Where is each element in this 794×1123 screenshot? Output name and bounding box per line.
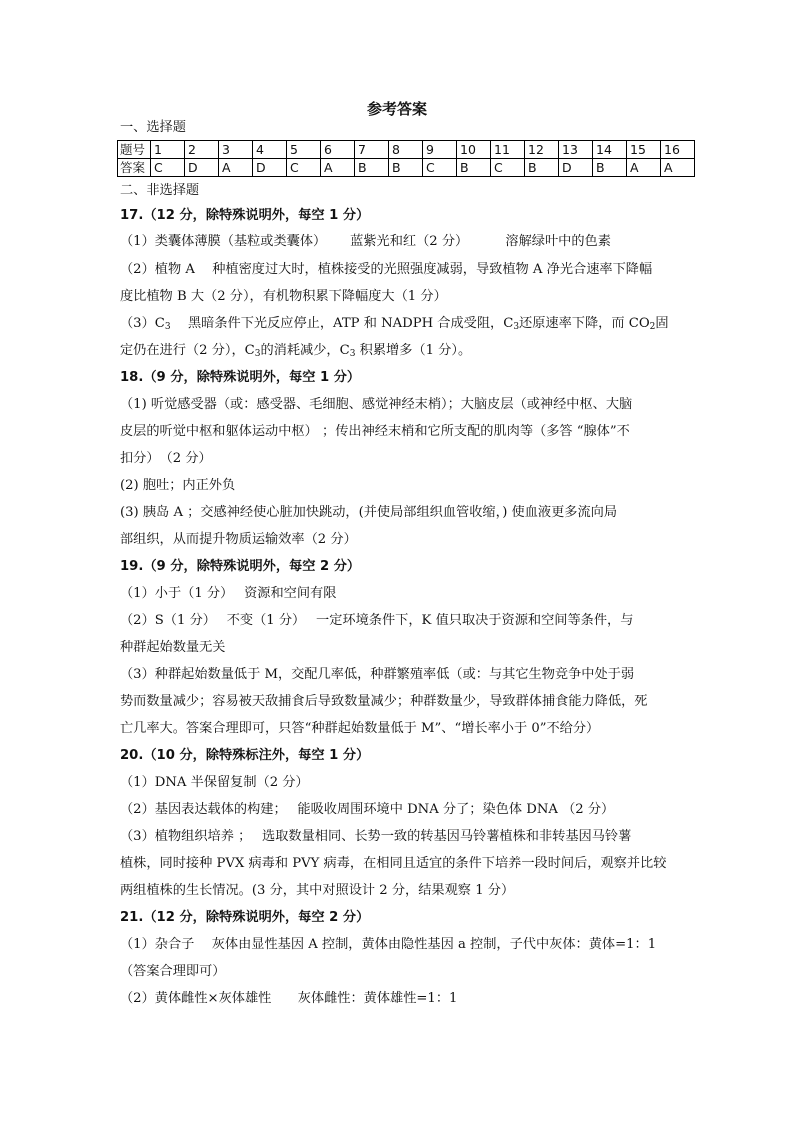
question-19-line: 亡几率大。答案合理即可，只答“种群起始数量低于 M”、“增长率小于 0”不给分） (120, 721, 600, 736)
table-cell-number: 7 (355, 141, 389, 159)
text-run: 还原速率下降，而 CO (519, 316, 650, 331)
question-18-line: 皮层的听觉中枢和躯体运动中枢） ；传出神经末梢和它所支配的肌肉等（多答 “腺体”不 (120, 424, 630, 439)
question-20-line: （2）基因表达载体的构建； 能吸收周围环境中 DNA 分了；染色体 DNA （2 分） (120, 802, 615, 817)
question-19-line: （2）S（1 分） 不变（1 分） 一定环境条件下，K 值只取决于资源和空间等条件，与 (120, 613, 634, 628)
table-cell-answer: B (389, 159, 423, 177)
question-17-line: （2）植物 A 种植密度过大时，植株接受的光照强度减弱，导致植物 A 净光合速率下降幅 (120, 262, 653, 277)
table-cell-answer: B (457, 159, 491, 177)
table-cell-answer: A (321, 159, 355, 177)
question-21-line: （答案合理即可） (120, 964, 226, 979)
table-cell-number: 10 (457, 141, 491, 159)
question-20-heading: 20.（10 分，除特殊标注外，每空 1 分） (120, 748, 370, 763)
table-cell-number: 11 (491, 141, 525, 159)
table-row-answers (118, 159, 695, 177)
subscript: 3 (254, 349, 261, 359)
question-20-line: 植株，同时接种 PVX 病毒和 PVY 病毒，在相同且适宜的条件下培养一段时间后，观察并比较 (120, 856, 667, 871)
table-cell-answer: C (491, 159, 525, 177)
table-cell-answer: A (627, 159, 661, 177)
subscript: 3 (349, 349, 356, 359)
text-run: 黑暗条件下光反应停止，ATP 和 NADPH 合成受阻，C (170, 316, 514, 331)
table-cell-answer: C (151, 159, 185, 177)
table-cell-answer: D (559, 159, 593, 177)
table-cell-answer: B (593, 159, 627, 177)
question-17-line (120, 314, 680, 337)
table-cell-number: 9 (423, 141, 457, 159)
table-row-label: 答案 (118, 159, 151, 177)
subscript: 2 (649, 322, 656, 332)
table-cell-answer: C (287, 159, 321, 177)
question-17-line (120, 341, 680, 364)
table-cell-number: 15 (627, 141, 661, 159)
table-cell-answer: A (219, 159, 253, 177)
table-cell-number: 3 (219, 141, 253, 159)
table-cell-answer: D (185, 159, 219, 177)
table-cell-number: 4 (253, 141, 287, 159)
question-17-line: 度比植物 B 大（2 分），有机物积累下降幅度大（1 分） (120, 289, 447, 304)
question-19-line: （1）小于（1 分） 资源和空间有限 (120, 586, 337, 601)
question-17-line: （1）类囊体薄膜（基粒或类囊体） 蓝紫光和红（2 分） 溶解绿叶中的色素 (120, 234, 611, 249)
question-17-heading: 17.（12 分，除特殊说明外，每空 1 分） (120, 208, 370, 223)
text-run: 固 (655, 316, 669, 331)
table-cell-number: 16 (661, 141, 695, 159)
question-18-line: (2) 胞吐；内正外负 (120, 478, 236, 493)
page-title: 参考答案 (366, 100, 427, 118)
text-run: 定仍在进行（2 分），C (120, 343, 255, 358)
section-heading-choice: 一、选择题 (120, 120, 186, 135)
table-cell-answer: D (253, 159, 287, 177)
text-run: （3）C (120, 316, 165, 331)
text-run: 积累增多（1 分）。 (355, 343, 472, 358)
question-20-line: （1）DNA 半保留复制（2 分） (120, 775, 309, 790)
table-cell-answer: A (661, 159, 695, 177)
question-18-line: （1) 听觉感受器（或：感受器、毛细胞、感觉神经末梢）；大脑皮层（或神经中枢、大脑 (120, 397, 633, 412)
question-21-line: （1）杂合子 灰体由显性基因 A 控制，黄体由隐性基因 a 控制，子代中灰体：黄体=1：1 (120, 937, 657, 952)
table-row-label: 题号 (118, 141, 151, 159)
question-19-line: （3）种群起始数量低于 M，交配几率低，种群繁殖率低（或：与其它生物竞争中处于弱 (120, 667, 635, 682)
table-cell-answer: B (355, 159, 389, 177)
question-18-line: (3) 胰岛 A ；交感神经使心脏加快跳动，(并使局部组织血管收缩，) 使血液更多流向局 (120, 505, 618, 520)
question-18-line: 部组织，从而提升物质运输效率（2 分） (120, 532, 357, 547)
table-cell-number: 5 (287, 141, 321, 159)
table-row-numbers (118, 141, 695, 159)
subscript: 3 (164, 322, 171, 332)
table-cell-number: 6 (321, 141, 355, 159)
table-cell-answer: C (423, 159, 457, 177)
question-21-line: （2）黄体雌性×灰体雄性 灰体雌性：黄体雄性=1：1 (120, 991, 458, 1006)
table-cell-number: 2 (185, 141, 219, 159)
question-20-line: （3）植物组织培养 ； 选取数量相同、长势一致的转基因马铃薯植株和非转基因马铃薯 (120, 829, 632, 844)
subscript: 3 (513, 322, 520, 332)
question-21-heading: 21.（12 分，除特殊说明外，每空 2 分） (120, 910, 370, 925)
table-cell-number: 12 (525, 141, 559, 159)
table-cell-answer: B (525, 159, 559, 177)
question-20-line: 两组植株的生长情况。(3 分，其中对照设计 2 分，结果观察 1 分） (120, 883, 515, 898)
table-cell-number: 8 (389, 141, 423, 159)
question-19-heading: 19.（9 分，除特殊说明外，每空 2 分） (120, 559, 361, 574)
table-cell-number: 14 (593, 141, 627, 159)
section-heading-nonchoice: 二、非选择题 (120, 183, 200, 198)
table-cell-number: 1 (151, 141, 185, 159)
question-18-line: 扣分） （2 分） (120, 451, 212, 466)
text-run: 的消耗减少，C (260, 343, 350, 358)
question-18-heading: 18.（9 分，除特殊说明外，每空 1 分） (120, 370, 361, 385)
question-19-line: 种群起始数量无关 (120, 640, 226, 655)
answer-table (117, 140, 695, 177)
table-cell-number: 13 (559, 141, 593, 159)
question-19-line: 势而数量减少；容易被天敌捕食后导致数量减少；种群数量少，导致群体捕食能力降低，死 (120, 694, 648, 709)
